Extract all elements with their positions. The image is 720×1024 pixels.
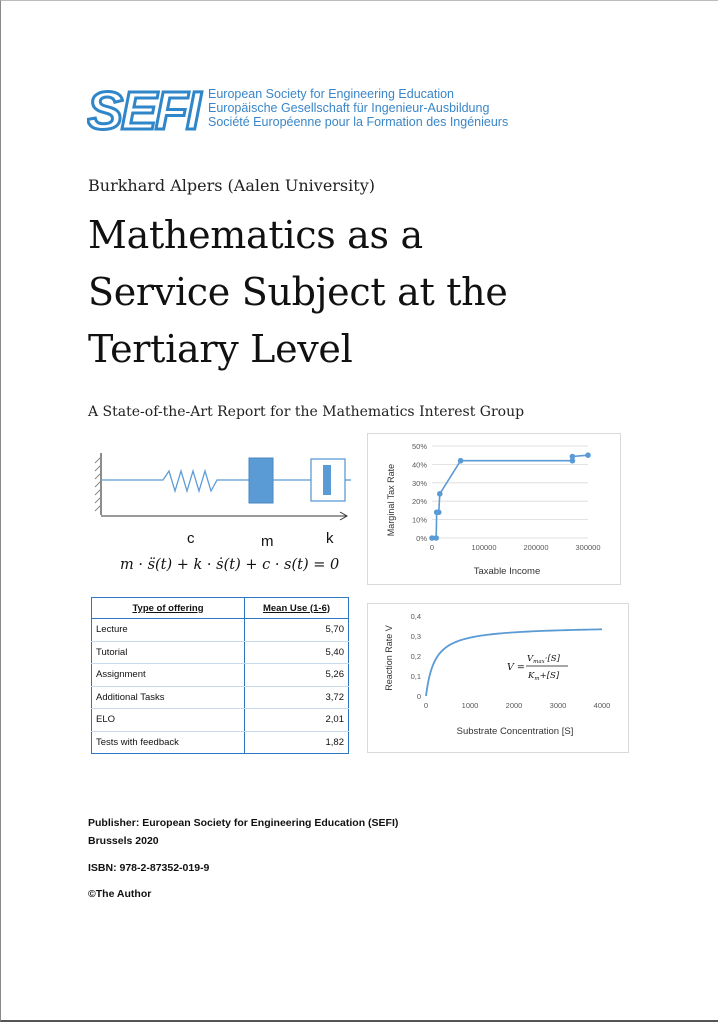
tax-chart-ylabel: Marginal Tax Rate bbox=[386, 463, 396, 537]
cell-mean: 5,40 bbox=[245, 641, 349, 664]
cell-mean: 3,72 bbox=[245, 686, 349, 709]
tax-rate-point bbox=[436, 509, 442, 515]
table-row bbox=[92, 686, 349, 709]
reaction-chart-xtick-label: 3000 bbox=[549, 701, 567, 710]
tax-chart-xlabel: Taxable Income bbox=[473, 566, 541, 577]
tax-rate-series-line bbox=[432, 455, 588, 538]
reaction-chart-xtick-label: 0 bbox=[423, 701, 429, 710]
tax-chart-ytick-label: 0% bbox=[416, 534, 427, 543]
tax-rate-point bbox=[437, 491, 443, 497]
cell-type: Additional Tasks bbox=[92, 686, 245, 709]
tax-rate-point bbox=[433, 535, 439, 541]
cell-mean: 5,26 bbox=[245, 664, 349, 687]
logo-line-de: Europäische Gesellschaft für Ingenieur-Ausbildung bbox=[208, 101, 490, 115]
tax-chart-xtick-label: 200000 bbox=[523, 543, 549, 552]
tax-rate-chart bbox=[367, 433, 621, 585]
formula-num-rest: ·[S] bbox=[544, 654, 560, 664]
header-type: Type of offering bbox=[92, 598, 245, 619]
cell-type: ELO bbox=[92, 709, 245, 732]
title-line-2: Service Subject at the bbox=[88, 270, 508, 314]
svg-text:Vmax·[S] bbox=[527, 654, 561, 665]
sefi-wordmark: SEFI bbox=[87, 85, 200, 137]
title-line-1: Mathematics as a bbox=[88, 213, 423, 257]
tax-chart-xtick-label: 300000 bbox=[575, 543, 601, 552]
table-row bbox=[92, 619, 349, 642]
copyright: ©The Author bbox=[88, 888, 152, 900]
table-row bbox=[92, 641, 349, 664]
mass-block bbox=[249, 458, 273, 503]
table-row bbox=[92, 731, 349, 754]
publisher-line: Publisher: European Society for Engineering Education (SEFI) bbox=[88, 817, 399, 829]
tax-rate-point bbox=[570, 454, 576, 460]
reaction-rate-chart-svg bbox=[368, 604, 628, 752]
tax-rate-chart-svg bbox=[368, 434, 620, 584]
formula-lhs: V = bbox=[507, 662, 525, 673]
logo-text-lines bbox=[208, 87, 508, 129]
cell-type: Tutorial bbox=[92, 641, 245, 664]
header-mean: Mean Use (1-6) bbox=[245, 598, 349, 619]
page-title bbox=[88, 207, 648, 378]
tax-chart-ytick-label: 10% bbox=[411, 515, 427, 525]
offering-table bbox=[91, 597, 349, 754]
tax-chart-ytick-label: 30% bbox=[411, 478, 427, 488]
author: Burkhard Alpers (Aalen University) bbox=[88, 176, 375, 195]
tax-chart-xtick-label: 100000 bbox=[471, 543, 497, 552]
table-header-row bbox=[92, 598, 349, 619]
formula-num: V bbox=[527, 654, 534, 664]
reaction-chart-xlabel: Substrate Concentration [S] bbox=[456, 726, 574, 737]
label-m: m bbox=[261, 533, 274, 550]
svg-text:Km+[S] bbox=[527, 671, 560, 682]
logo-line-fr: Société Européenne pour la Formation des Ingénieurs bbox=[208, 115, 509, 129]
table-row bbox=[92, 709, 349, 732]
reaction-chart-xtick-label: 4000 bbox=[593, 701, 611, 710]
tax-chart-ytick-label: 50% bbox=[411, 442, 427, 451]
formula-num-sub: max bbox=[533, 659, 545, 665]
cell-type: Assignment bbox=[92, 664, 245, 687]
reaction-chart-ylabel: Reaction Rate V bbox=[384, 625, 394, 691]
subtitle: A State-of-the-Art Report for the Mathematics Interest Group bbox=[88, 404, 525, 420]
cell-type: Tests with feedback bbox=[92, 731, 245, 754]
label-k: k bbox=[326, 530, 334, 547]
formula-den-sub: m bbox=[534, 676, 540, 682]
spring-icon bbox=[101, 471, 249, 491]
differential-equation: m · s̈(t) + k · ṡ(t) + c · s(t) = 0 bbox=[120, 557, 340, 573]
tax-chart-ytick-label: 20% bbox=[411, 497, 427, 507]
reaction-chart-ytick-label: 0,1 bbox=[410, 672, 421, 681]
label-c: c bbox=[187, 530, 195, 547]
michaelis-menten-formula bbox=[507, 654, 568, 682]
cell-type: Lecture bbox=[92, 619, 245, 642]
reaction-rate-chart bbox=[367, 603, 629, 753]
reaction-chart-ytick-label: 0,4 bbox=[410, 612, 421, 621]
formula-den: K bbox=[528, 671, 535, 681]
publisher-city-year: Brussels 2020 bbox=[88, 835, 159, 847]
cell-mean: 5,70 bbox=[245, 619, 349, 642]
reaction-chart-ytick-label: 0 bbox=[416, 692, 421, 701]
reaction-chart-ytick-label: 0,2 bbox=[410, 652, 421, 661]
cell-mean: 2,01 bbox=[245, 709, 349, 732]
tax-rate-point bbox=[585, 452, 591, 458]
cell-mean: 1,82 bbox=[325, 736, 344, 748]
reaction-chart-xtick-label: 1000 bbox=[461, 701, 479, 710]
spring-mass-diagram bbox=[93, 449, 353, 539]
isbn: ISBN: 978-2-87352-019-9 bbox=[88, 862, 210, 874]
logo-line-en: European Society for Engineering Education bbox=[208, 87, 454, 101]
reaction-chart-ytick-label: 0,3 bbox=[410, 632, 421, 641]
formula-den-rest: +[S] bbox=[539, 671, 560, 681]
tax-chart-xtick-label: 0 bbox=[429, 543, 435, 552]
tax-rate-point bbox=[458, 458, 464, 464]
title-line-3: Tertiary Level bbox=[88, 327, 353, 371]
table-row bbox=[92, 664, 349, 687]
reaction-chart-xtick-label: 2000 bbox=[505, 701, 523, 710]
tax-chart-ytick-label: 40% bbox=[411, 460, 427, 470]
